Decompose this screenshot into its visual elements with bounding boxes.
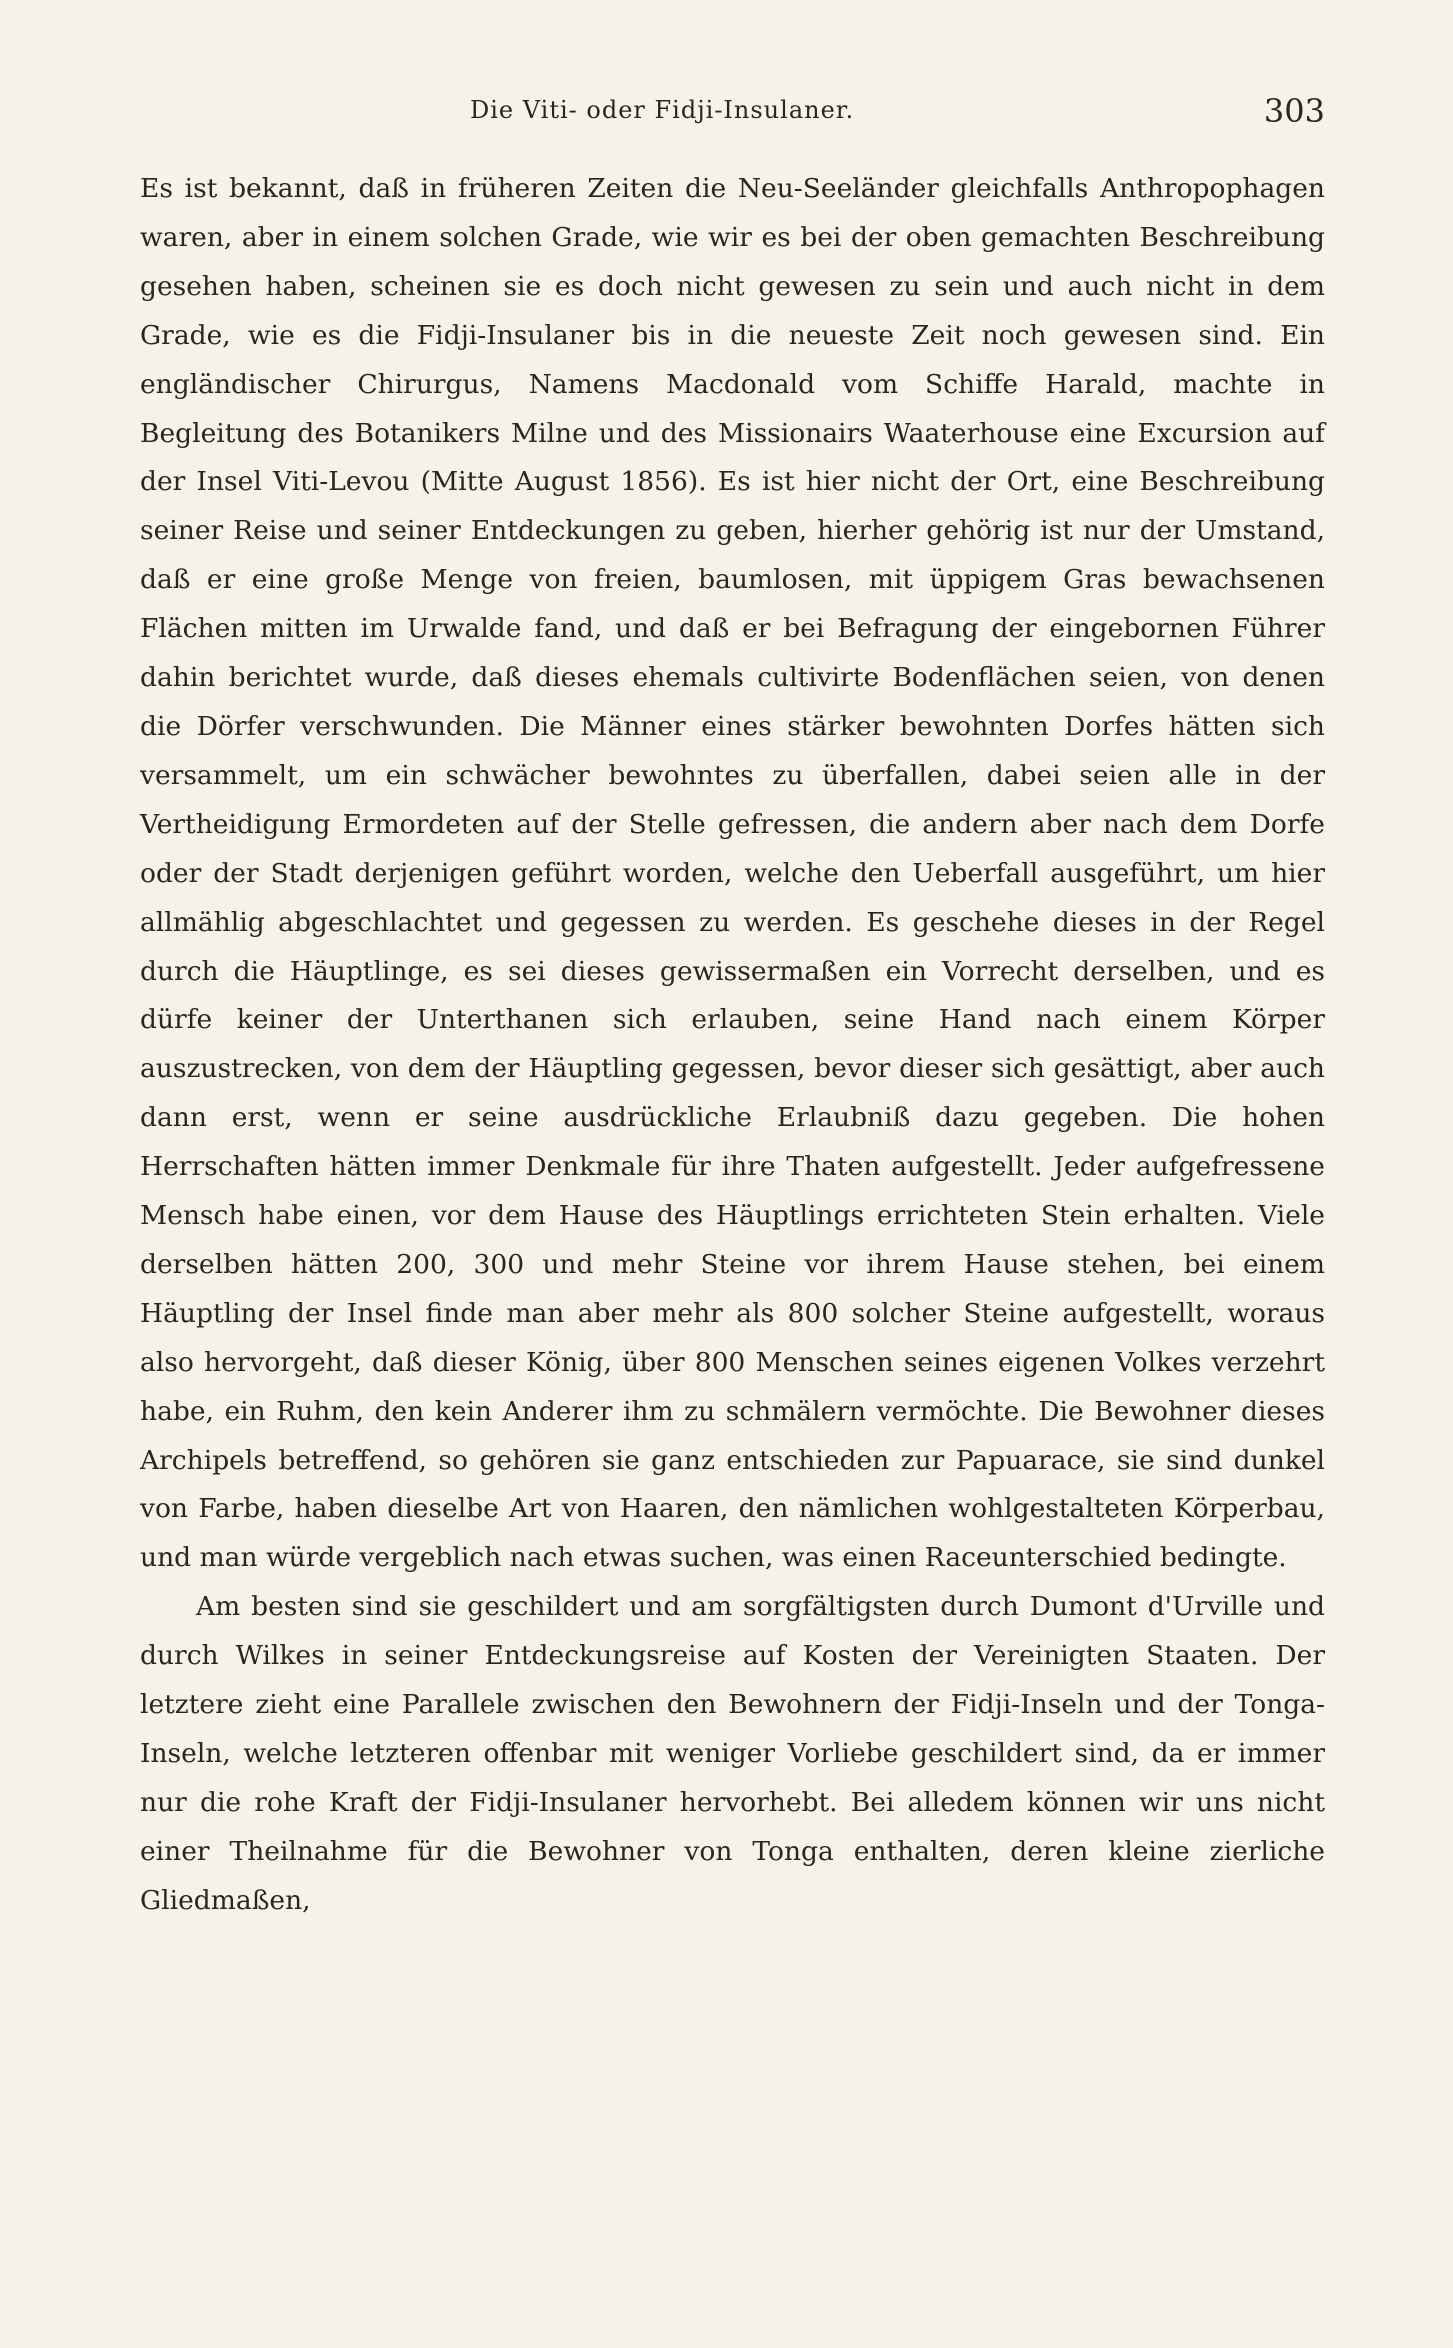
body-text	[140, 165, 1325, 1926]
page-header	[140, 92, 1325, 132]
page-number: 303	[1263, 92, 1325, 130]
paragraph: Es ist bekannt, daß in früheren Zeiten die Neu-Seeländer gleichfalls Anthropophagen waren, aber in einem solchen Grade, wie wir es bei der oben gemachten Beschreibung gesehen haben, scheinen sie es doch nicht gewesen zu sein und auch nicht in dem Grade, wie es die Fidji-Insulaner bis in die neueste Zeit noch gewesen sind. Ein engländischer Chirurgus, Namens Macdonald vom Schiffe Harald, machte in Begleitung des Botanikers Milne und des Missionairs Waaterhouse eine Excursion auf der Insel Viti-Levou (Mitte August 1856). Es ist hier nicht der Ort, eine Beschreibung seiner Reise und seiner Entdeckungen zu geben, hierher gehörig ist nur der Umstand, daß er eine große Menge von freien, baumlosen, mit üppigem Gras bewachsenen Flächen mitten im Urwalde fand, und daß er bei Befragung der eingebornen Führer dahin berichtet wurde, daß dieses ehemals cultivirte Bodenflächen seien, von denen die Dörfer verschwunden. Die Männer eines stärker bewohnten Dorfes hätten sich versammelt, um ein schwächer bewohntes zu überfallen, dabei seien alle in der Vertheidigung Ermordeten auf der Stelle gefressen, die andern aber nach dem Dorfe oder der Stadt derjenigen geführt worden, welche den Ueberfall ausgeführt, um hier allmählig abgeschlachtet und gegessen zu werden. Es geschehe dieses in der Regel durch die Häuptlinge, es sei dieses gewissermaßen ein Vorrecht derselben, und es dürfe keiner der Unterthanen sich erlauben, seine Hand nach einem Körper auszustrecken, von dem der Häuptling gegessen, bevor dieser sich gesättigt, aber auch dann erst, wenn er seine ausdrückliche Erlaubniß dazu gegeben. Die hohen Herrschaften hätten immer Denkmale für ihre Thaten aufgestellt. Jeder aufgefressene Mensch habe einen, vor dem Hause des Häuptlings errichteten Stein erhalten. Viele derselben hätten 200, 300 und mehr Steine vor ihrem Hause stehen, bei einem Häuptling der Insel finde man aber mehr als 800 solcher Steine aufgestellt, woraus also hervorgeht, daß dieser König, über 800 Menschen seines eigenen Volkes verzehrt habe, ein Ruhm, den kein Anderer ihm zu schmälern vermöchte. Die Bewohner dieses Archipels betreffend, so gehören sie ganz entschieden zur Papuarace, sie sind dunkel von Farbe, haben dieselbe Art von Haaren, den nämlichen wohlgestalteten Körperbau, und man würde vergeblich nach etwas suchen, was einen Raceunterschied bedingte.	[140, 173, 1325, 1574]
running-title: Die Viti- oder Fidji-Insulaner.	[470, 96, 855, 124]
paragraph: Am besten sind sie geschildert und am sorgfältigsten durch Dumont d'Urville und durch Wilkes in seiner Entdeckungsreise auf Kosten der Vereinigten Staaten. Der letztere zieht eine Parallele zwischen den Bewohnern der Fidji-Inseln und der Tonga-Inseln, welche letzteren offenbar mit weniger Vorliebe geschildert sind, da er immer nur die rohe Kraft der Fidji-Insulaner hervorhebt. Bei alledem können wir uns nicht einer Theilnahme für die Bewohner von Tonga enthalten, deren kleine zierliche Gliedmaßen,	[140, 1591, 1325, 1916]
